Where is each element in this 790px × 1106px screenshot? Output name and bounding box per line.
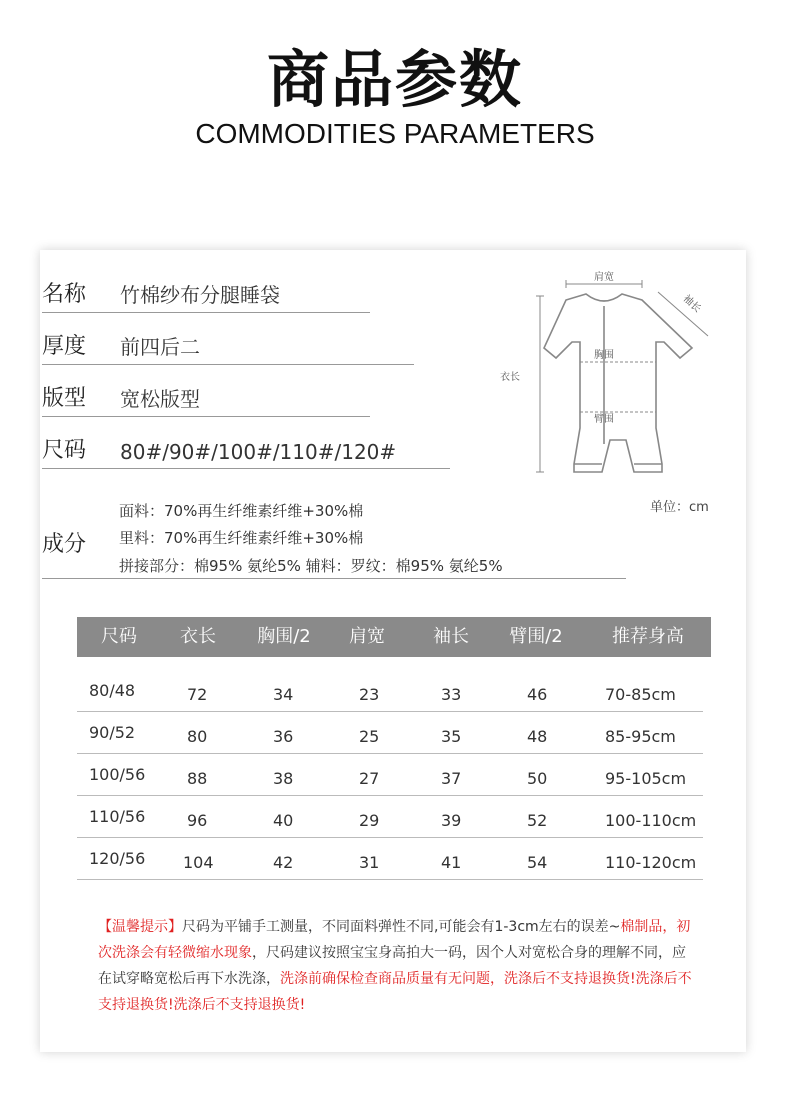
table-cell: 80/48 (89, 681, 136, 700)
table-cell: 31 (359, 853, 380, 872)
column-header: 肩宽 (349, 626, 385, 647)
param-row-size (42, 428, 450, 469)
table-cell: 46 (527, 685, 548, 704)
table-cell: 72 (187, 685, 208, 704)
param-value: 前四后二 (120, 335, 200, 359)
table-cell: 37 (441, 769, 462, 788)
label-length: 衣长 (500, 372, 520, 383)
composition-line: 面料：70%再生纤维素纤维+30%棉 (119, 502, 364, 520)
table-cell: 100/56 (89, 765, 146, 784)
care-notice (98, 914, 698, 1018)
table-cell: 88 (187, 769, 208, 788)
table-cell: 39 (441, 811, 462, 830)
table-cell: 40 (273, 811, 294, 830)
table-cell: 96 (187, 811, 208, 830)
composition-line: 里料：70%再生纤维素纤维+30%棉 (119, 529, 364, 547)
table-cell: 70-85cm (605, 685, 676, 704)
table-cell: 80 (187, 727, 208, 746)
column-header: 尺码 (101, 626, 137, 647)
table-row (77, 753, 703, 796)
param-row-name (42, 272, 370, 313)
table-cell: 120/56 (89, 849, 146, 868)
table-cell: 54 (527, 853, 548, 872)
table-cell: 25 (359, 727, 380, 746)
table-row (77, 669, 703, 712)
size-table-header (77, 617, 711, 657)
table-cell: 90/52 (89, 723, 136, 742)
table-row (77, 795, 703, 838)
table-cell: 23 (359, 685, 380, 704)
table-cell: 52 (527, 811, 548, 830)
column-header: 推荐身高 (612, 626, 684, 647)
table-cell: 85-95cm (605, 727, 676, 746)
table-cell: 38 (273, 769, 294, 788)
param-label: 尺码 (42, 438, 87, 463)
table-cell: 35 (441, 727, 462, 746)
param-row-fit (42, 376, 370, 417)
table-cell: 50 (527, 769, 548, 788)
column-header: 衣长 (180, 626, 216, 647)
composition-line: 拼接部分：棉95% 氨纶5% 辅料：罗纹：棉95% 氨纶5% (119, 557, 503, 575)
page-title: 商品参数 (266, 43, 523, 116)
page-subtitle: COMMODITIES PARAMETERS (195, 118, 595, 149)
table-cell: 42 (273, 853, 294, 872)
column-header: 胸围/2 (257, 626, 311, 647)
label-chest: 胸围 (594, 350, 614, 361)
table-cell: 29 (359, 811, 380, 830)
param-value: 80#/90#/100#/110#/120# (120, 440, 397, 464)
table-row (77, 837, 703, 880)
table-cell: 110/56 (89, 807, 146, 826)
table-cell: 27 (359, 769, 380, 788)
param-value: 竹棉纱布分腿睡袋 (120, 283, 280, 307)
notice-tag: 【温馨提示】 (98, 919, 182, 935)
table-row (77, 711, 703, 754)
unit-label: 单位：cm (650, 500, 709, 515)
param-label: 版型 (42, 386, 87, 411)
table-cell: 95-105cm (605, 769, 687, 788)
table-cell: 100-110cm (605, 811, 697, 830)
table-cell: 110-120cm (605, 853, 697, 872)
param-row-thickness (42, 324, 414, 365)
column-header: 臂围/2 (509, 626, 563, 647)
table-cell: 34 (273, 685, 294, 704)
label-arm: 臂围 (594, 414, 614, 425)
label-shoulder: 肩宽 (594, 272, 614, 283)
notice-text: 尺码为平铺手工测量，不同面料弹性不同,可能会有1-3cm左右的误差~ (182, 919, 621, 935)
param-label: 厚度 (42, 334, 87, 359)
garment-diagram (486, 266, 736, 526)
table-cell: 41 (441, 853, 462, 872)
param-label: 名称 (42, 282, 87, 307)
label-sleeve: 袖长 (680, 293, 703, 315)
column-header: 袖长 (433, 626, 469, 647)
table-cell: 33 (441, 685, 462, 704)
notice-warning: 洗涤前确保检查商品质量有无问题，洗涤后不支持退换货!洗涤后不支持退换货!洗涤后不支持退换货! (98, 971, 692, 1013)
table-cell: 48 (527, 727, 548, 746)
notice-text: ，尺码建议按照宝宝身高拍大一码，因个人对宽松合身的理解不同，应在试穿略宽松后再下水洗涤， (98, 945, 686, 987)
notice-warning: 棉制品，初次洗涤会有轻微缩水现象 (98, 919, 691, 961)
table-cell: 104 (183, 853, 214, 872)
param-value: 宽松版型 (120, 387, 200, 411)
table-cell: 36 (273, 727, 294, 746)
param-label: 成分 (42, 532, 87, 557)
